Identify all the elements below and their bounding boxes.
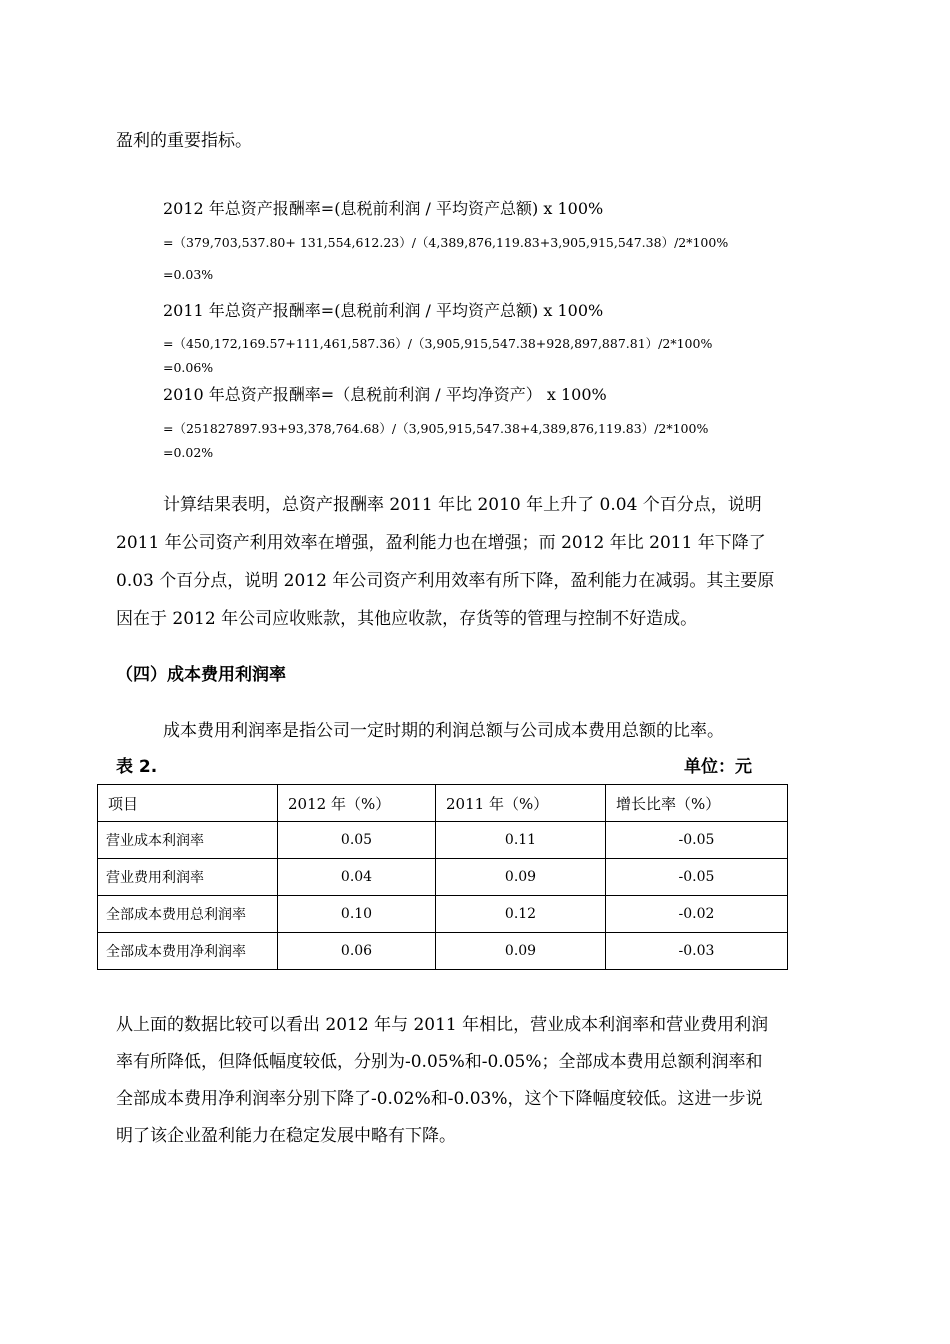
- analysis-line-4: 因在于 2012 年公司应收账款，其他应收款，存货等的管理与控制不好造成。: [116, 609, 698, 629]
- row-item: 全部成本费用总利润率: [98, 896, 278, 933]
- formula-2010-title: 2010 年总资产报酬率=（息税前利润 / 平均净资产） x 100%: [163, 385, 607, 404]
- row-2012: 0.06: [278, 933, 436, 970]
- row-item: 营业费用利润率: [98, 859, 278, 896]
- row-growth: -0.02: [606, 896, 788, 933]
- table-row: [98, 933, 788, 970]
- table-row: [98, 859, 788, 896]
- header-growth: 增长比率（%）: [606, 785, 788, 822]
- formula-2010-result: =0.02%: [163, 445, 214, 460]
- formula-2012-calc: =（379,703,537.80+ 131,554,612.23）/（4,389,876,119.83+3,905,915,547.38）/2*100%: [163, 235, 729, 250]
- conclusion-line-2: 率有所降低，但降低幅度较低，分别为-0.05%和-0.05%；全部成本费用总额利润率和: [116, 1052, 763, 1072]
- table-caption: 表 2.: [116, 757, 158, 777]
- conclusion-line-1: 从上面的数据比较可以看出 2012 年与 2011 年相比，营业成本利润率和营业费用利润: [116, 1015, 769, 1035]
- formula-2012-title: 2012 年总资产报酬率=(息税前利润 / 平均资产总额) x 100%: [163, 199, 604, 218]
- definition-text: 成本费用利润率是指公司一定时期的利润总额与公司成本费用总额的比率。: [163, 721, 724, 741]
- row-growth: -0.03: [606, 933, 788, 970]
- header-2012: 2012 年（%）: [278, 785, 436, 822]
- formula-2010-calc: =（251827897.93+93,378,764.68）/（3,905,915,547.38+4,389,876,119.83）/2*100%: [163, 421, 709, 436]
- formula-2011-calc: =（450,172,169.57+111,461,587.36）/（3,905,915,547.38+928,897,887.81）/2*100%: [163, 336, 713, 351]
- formula-2012-result: =0.03%: [163, 267, 214, 282]
- analysis-line-3: 0.03 个百分点，说明 2012 年公司资产利用效率有所下降，盈利能力在减弱。其主要原: [116, 571, 775, 591]
- row-item: 营业成本利润率: [98, 822, 278, 859]
- table-unit: 单位：元: [684, 757, 752, 777]
- intro-tail-text: 盈利的重要指标。: [116, 131, 252, 151]
- header-2011: 2011 年（%）: [436, 785, 606, 822]
- profit-ratio-table: [97, 784, 788, 970]
- formula-2011-title: 2011 年总资产报酬率=(息税前利润 / 平均资产总额) x 100%: [163, 301, 604, 320]
- table-row: [98, 896, 788, 933]
- header-item: 项目: [98, 785, 278, 822]
- row-2011: 0.12: [436, 896, 606, 933]
- row-growth: -0.05: [606, 822, 788, 859]
- analysis-line-1: 计算结果表明，总资产报酬率 2011 年比 2010 年上升了 0.04 个百分点，说明: [163, 495, 762, 515]
- row-2012: 0.04: [278, 859, 436, 896]
- row-2011: 0.11: [436, 822, 606, 859]
- row-item: 全部成本费用净利润率: [98, 933, 278, 970]
- conclusion-line-4: 明了该企业盈利能力在稳定发展中略有下降。: [116, 1126, 456, 1146]
- table-header-row: [98, 785, 788, 822]
- analysis-line-2: 2011 年公司资产利用效率在增强，盈利能力也在增强；而 2012 年比 2011 年下降了: [116, 533, 766, 553]
- formula-2011-result: =0.06%: [163, 360, 214, 375]
- row-2012: 0.10: [278, 896, 436, 933]
- conclusion-line-3: 全部成本费用净利润率分别下降了-0.02%和-0.03%，这个下降幅度较低。这进一步说: [116, 1089, 763, 1109]
- row-2012: 0.05: [278, 822, 436, 859]
- table-row: [98, 822, 788, 859]
- row-growth: -0.05: [606, 859, 788, 896]
- row-2011: 0.09: [436, 859, 606, 896]
- row-2011: 0.09: [436, 933, 606, 970]
- section-heading: （四）成本费用利润率: [116, 665, 286, 685]
